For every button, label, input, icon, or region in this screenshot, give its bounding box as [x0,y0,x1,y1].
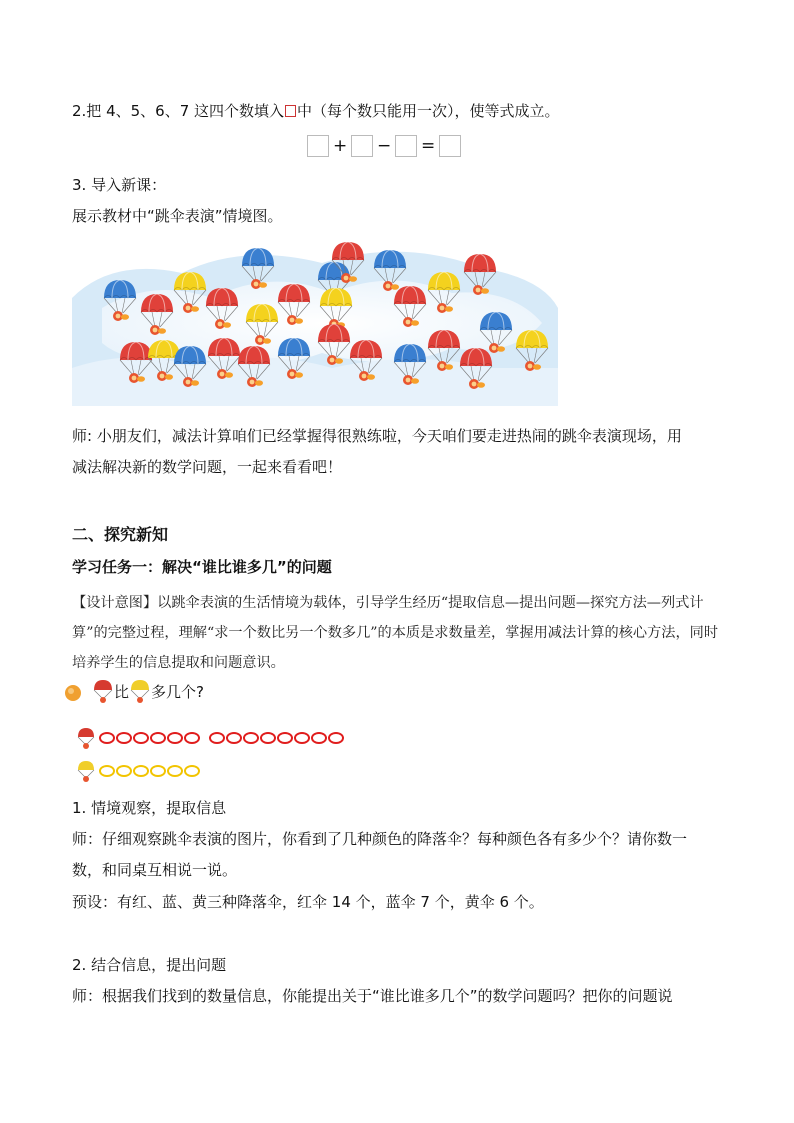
yellow-ring-row [76,759,201,783]
task3-desc: 展示教材中“跳伞表演”情境图。 [72,207,283,225]
step1-title: 1. 情境观察，提取信息 [72,799,227,817]
teacher-line-2: 减法解决新的数学问题，一起来看看吧！ [72,458,343,476]
compare-word: 比 [114,682,130,701]
yellow-ring [133,765,149,777]
red-ring [184,732,200,744]
minus-sign: − [377,136,392,156]
red-parachute-icon [92,678,114,704]
answer-box-3[interactable] [395,135,417,157]
equation [307,135,461,157]
red-ring [150,732,166,744]
yellow-ring [99,765,115,777]
step2-title: 2. 结合信息，提出问题 [72,956,227,974]
step2-line-1: 师：根据我们找到的数量信息，你能提出关于“谁比谁多几个”的数学问题吗？把你的问题说 [72,987,673,1005]
red-parachute-icon [76,726,96,750]
teacher-line-1: 师: 小朋友们，减法计算咱们已经掌握得很熟练啦，今天咱们要走进热闹的跳伞表演现场，用 [72,427,682,445]
red-ring [328,732,344,744]
step1-line-1: 师：仔细观察跳伞表演的图片，你看到了几种颜色的降落伞？每种颜色各有多少个？请你数一 [72,830,688,848]
red-ring [167,732,183,744]
step1-line-3: 预设：有红、蓝、黄三种降落伞，红伞 14 个，蓝伞 7 个，黄伞 6 个。 [72,893,544,911]
red-ring [133,732,149,744]
red-ring [277,732,293,744]
orange-dot-icon [62,680,84,702]
task3-title: 3. 导入新课： [72,176,167,194]
red-ring-row [76,726,345,750]
plus-sign: + [333,136,348,156]
red-ring [226,732,242,744]
section-title: 二、探究新知 [72,525,169,544]
yellow-ring [150,765,166,777]
yellow-rings [99,765,201,777]
yellow-parachute-icon [129,678,151,704]
red-ring [209,732,225,744]
answer-box-4[interactable] [439,135,461,157]
red-ring [294,732,310,744]
task2-text-after: 中（每个数只能用一次），使等式成立。 [297,102,560,120]
compare-question [62,678,204,704]
answer-box-1[interactable] [307,135,329,157]
yellow-ring [167,765,183,777]
red-ring [311,732,327,744]
yellow-parachute-icon [76,759,96,783]
yellow-ring [116,765,132,777]
red-rings [99,732,345,744]
parachute-scene-image [72,238,558,406]
design-intent: 【设计意图】以跳伞表演的生活情境为载体，引导学生经历“提取信息—提出问题—探究方法—列式计算”的完整过程，理解“求一个数比另一个数多几”的本质是求数量差，掌握用减法计算的核心方法，同时培养学生的信息提取和问题意识。 [72,595,719,671]
blank-square-icon [285,105,296,117]
yellow-ring [184,765,200,777]
red-ring [116,732,132,744]
compare-suffix: 多几个? [151,682,204,701]
task2-text [72,100,560,122]
step1-line-2: 数，和同桌互相说一说。 [72,861,238,879]
task-title: 学习任务一：解决“谁比谁多几”的问题 [72,558,332,576]
red-ring [99,732,115,744]
red-ring [243,732,259,744]
task2-text-before: 2.把 4、5、6、7 这四个数填入 [72,102,285,120]
red-ring [260,732,276,744]
equals-sign: = [421,136,436,156]
answer-box-2[interactable] [351,135,373,157]
